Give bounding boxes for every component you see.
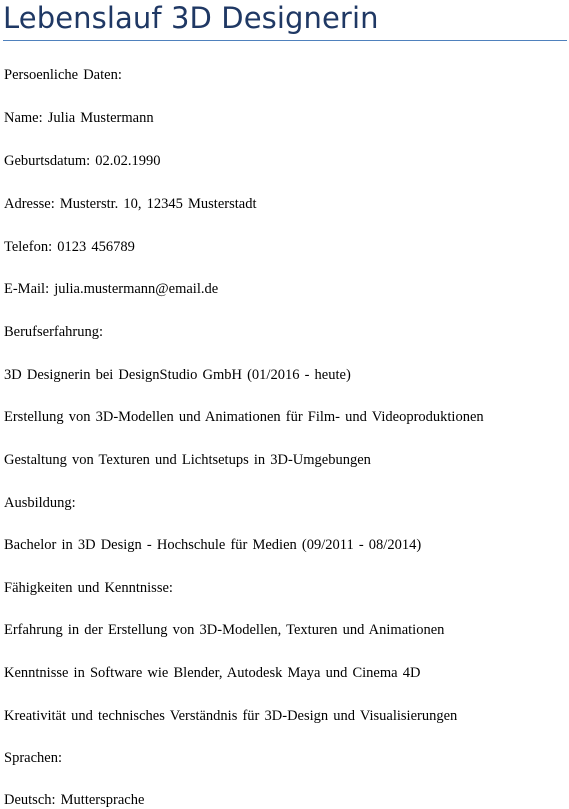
personal-phone: Telefon: 0123 456789 [4, 239, 135, 255]
section-heading-experience: Berufserfahrung: [4, 324, 104, 340]
language-item: Deutsch: Muttersprache [4, 792, 145, 808]
experience-task: Gestaltung von Texturen und Lichtsetups in 3D-Umgebungen [4, 452, 371, 468]
personal-email: E-Mail: julia.mustermann@email.de [4, 281, 219, 297]
personal-address: Adresse: Musterstr. 10, 12345 Musterstadt [4, 196, 257, 212]
education-degree: Bachelor in 3D Design - Hochschule für Medien (09/2011 - 08/2014) [4, 537, 422, 553]
skill-item: Erfahrung in der Erstellung von 3D-Modellen, Texturen und Animationen [4, 622, 445, 638]
section-heading-skills: Fähigkeiten und Kenntnisse: [4, 580, 173, 596]
title-underline [3, 40, 567, 41]
skill-item: Kreativität und technisches Verständnis für 3D-Design und Visualisierungen [4, 708, 458, 724]
document-title: Lebenslauf 3D Designerin [3, 1, 379, 35]
section-heading-education: Ausbildung: [4, 495, 76, 511]
experience-task: Erstellung von 3D-Modellen und Animationen für Film- und Videoproduktionen [4, 409, 484, 425]
skill-item: Kenntnisse in Software wie Blender, Autodesk Maya und Cinema 4D [4, 665, 421, 681]
section-heading-languages: Sprachen: [4, 750, 62, 766]
personal-birthdate: Geburtsdatum: 02.02.1990 [4, 153, 161, 169]
section-heading-personal-data: Persoenliche Daten: [4, 67, 122, 83]
personal-name: Name: Julia Mustermann [4, 110, 154, 126]
experience-position: 3D Designerin bei DesignStudio GmbH (01/2016 - heute) [4, 367, 351, 383]
